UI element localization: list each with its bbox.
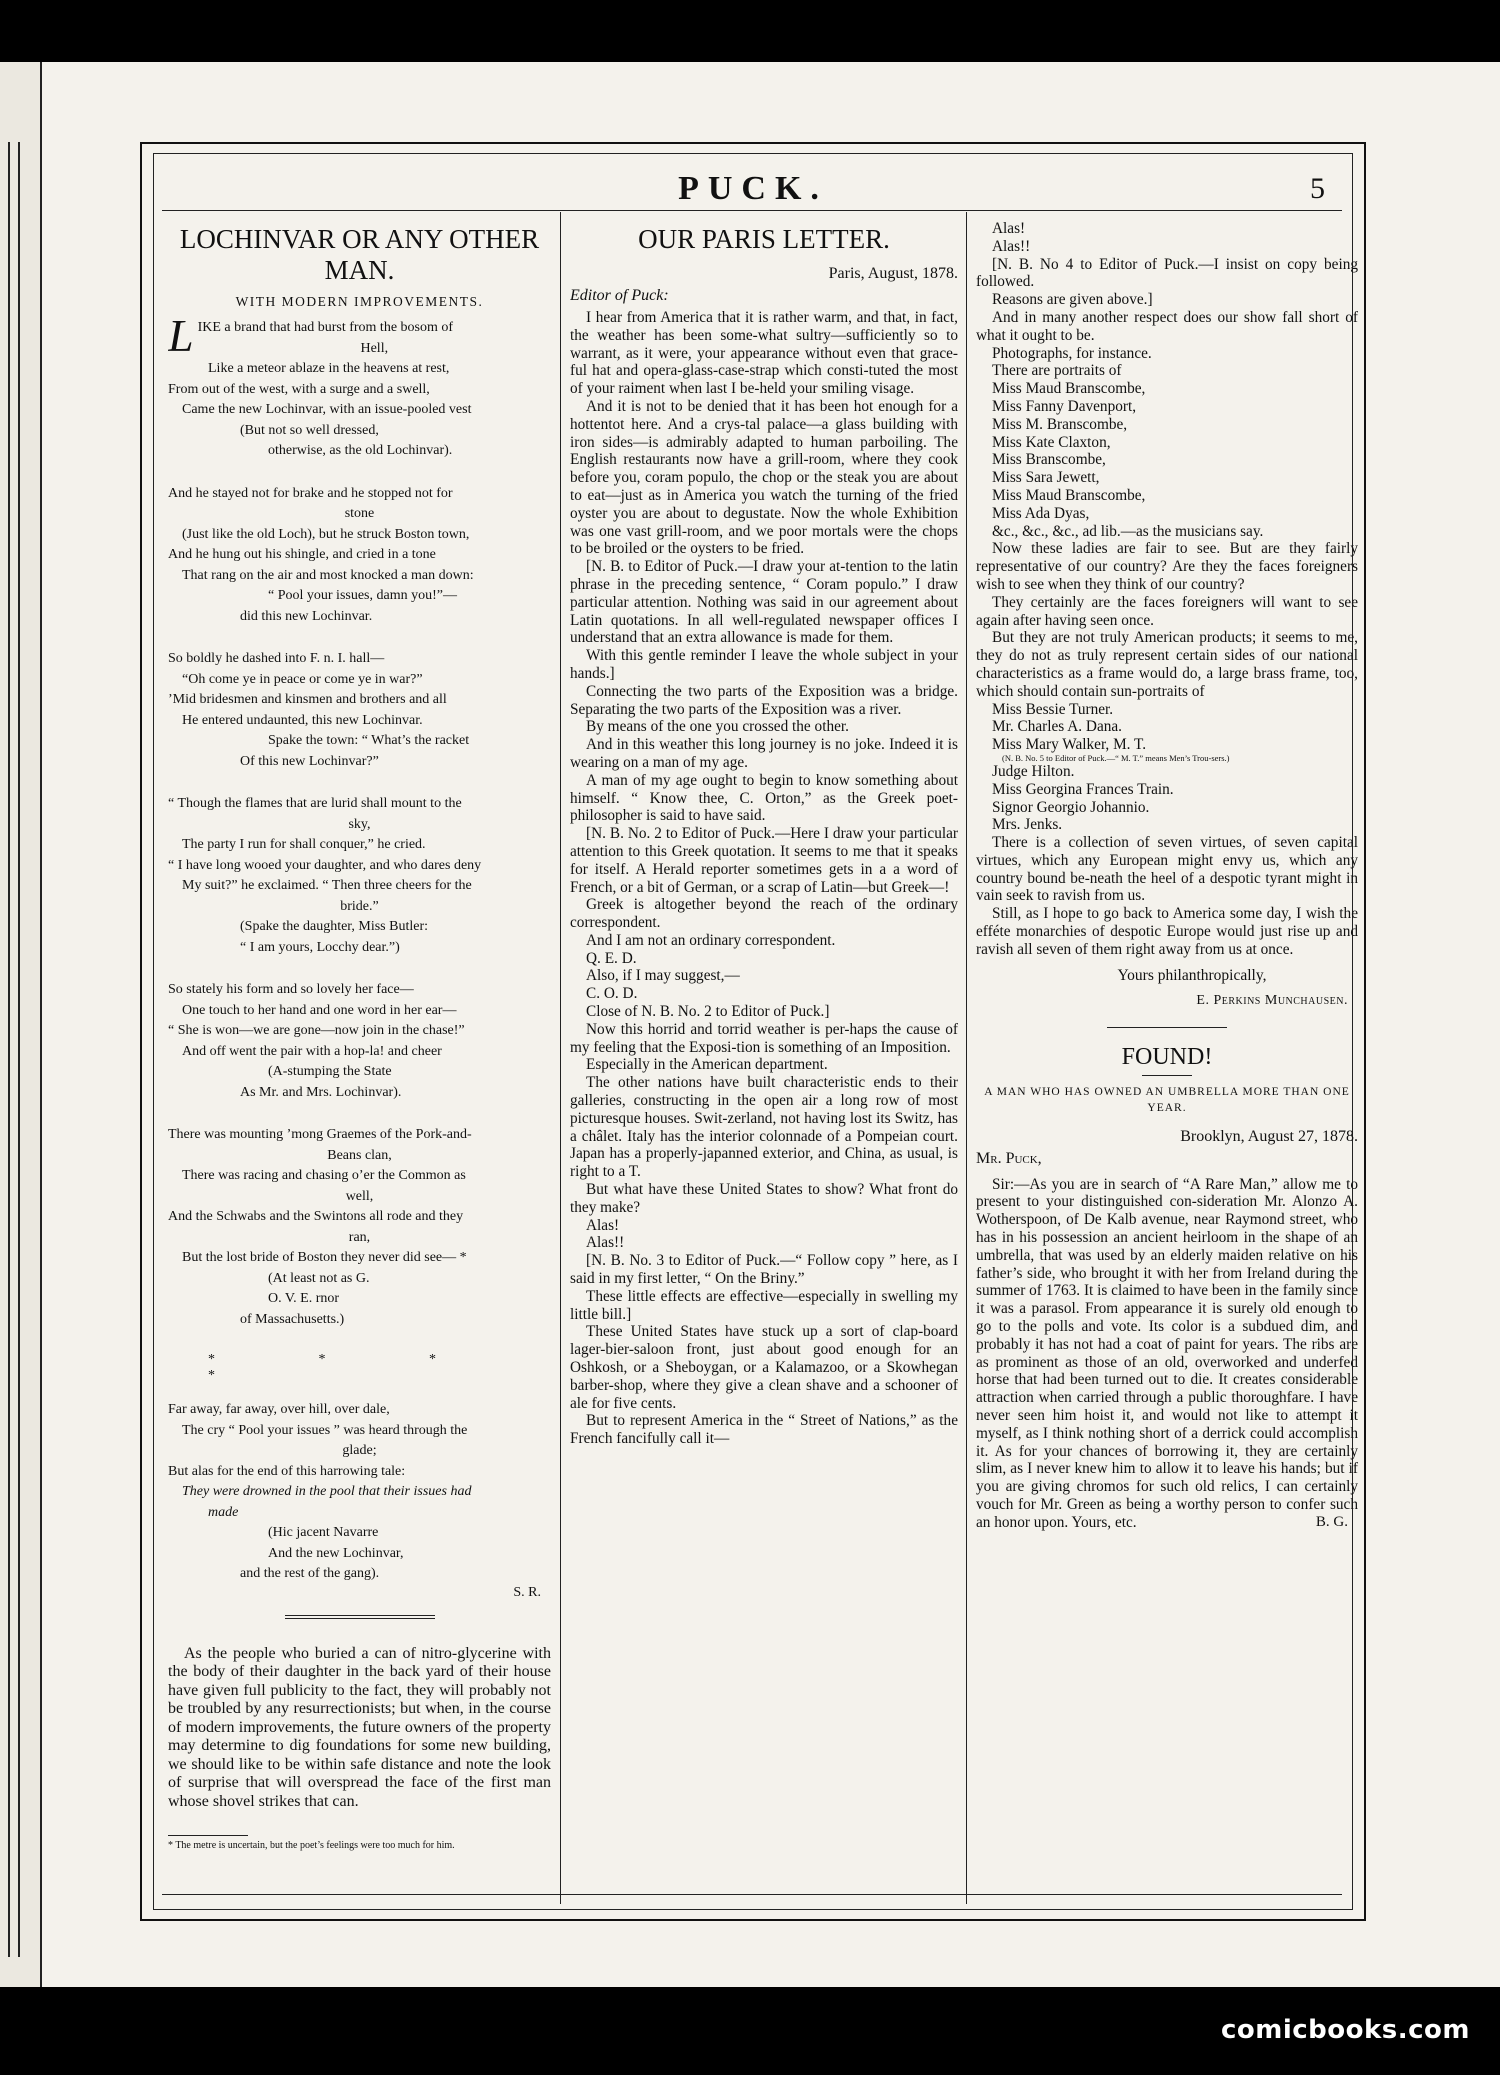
paragraph: Q. E. D. (586, 949, 637, 967)
letter-salutation: Editor of Puck: (570, 287, 669, 304)
verse-line: He entered undaunted, this new Lochinvar. (182, 712, 423, 728)
paragraph: Also, if I may suggest,— (586, 967, 740, 985)
found-subhead: A MAN WHO HAS OWNED AN UMBRELLA MORE THAN ONE YEAR. (984, 1085, 1350, 1114)
paragraph: Close of N. B. No. 2 to Editor of Puck.] (586, 1003, 830, 1021)
paragraph: Miss Kate Claxton, (992, 433, 1111, 451)
found-body-block (976, 1176, 1358, 1532)
verse-line: There was racing and chasing o’er the Common as (182, 1168, 466, 1183)
paragraph: Now these ladies are fair to see. But are they fairly representative of our country? Are they the faces foreigners wish to see when they think of our country? (976, 540, 1358, 593)
masthead-title: PUCK. (678, 170, 828, 207)
verse-line: Spake the town: “ What’s the racket (268, 733, 470, 748)
paragraph: Miss Mary Walker, M. T. (992, 736, 1147, 754)
paragraph: [N. B. No. 3 to Editor of Puck.—“ Follow copy ” here, as I said in my first letter, “ On the Briny.” (570, 1252, 958, 1288)
verse-line: My suit?” he exclaimed. “ Then three cheers for the (182, 878, 472, 893)
paragraph: Connecting the two parts of the Exposition was a bridge. Separating the two parts of the Exposition was a river. (570, 682, 958, 718)
verse-line: Like a meteor ablaze in the heavens at rest, (208, 361, 450, 376)
verse-line: stone (344, 506, 375, 521)
verse-line: “ Pool your issues, damn you!”— (268, 588, 457, 603)
verse-line: And the new Lochinvar, (268, 1545, 404, 1561)
adjacent-page-strip (0, 62, 42, 1987)
paragraph: And in many another respect does our show fall short of what it ought to be. (976, 308, 1358, 344)
paragraph: As the people who buried a can of nitro-glycerine with the body of their daughter in the back yard of their house have given full publicity to the fact, they will probably not be troubled by any resurrectionists; but when, in the course of modern improvements, the future owners of the property may determine to dig foundations for some new building, we should like to be within safe distance and note the look of surprise that will overspread the face of the first man whose shovel strikes that can. (168, 1644, 551, 1810)
verse-line: The cry “ Pool your issues ” was heard through the (182, 1422, 468, 1438)
paragraph: But to represent America in the “ Street of Nations,” as the French fancifully call it— (570, 1412, 958, 1448)
verse-line: well, (345, 1188, 374, 1204)
paragraph: Miss M. Branscombe, (992, 415, 1128, 433)
paragraph: Mr. Charles A. Dana. (992, 718, 1123, 736)
verse-line: So stately his form and so lovely her face— (168, 982, 414, 997)
paragraph: But what have these United States to show? What front do they make? (570, 1181, 958, 1216)
paragraph: Still, as I hope to go back to America some day, I wish the efféte monarchies of despotic Europe would just rise up and ravish all seven of them right away from us at once. (976, 905, 1358, 958)
verse-line: (Spake the daughter, Miss Butler: (240, 919, 429, 934)
nitro-paragraph (168, 1645, 551, 1812)
verse-line: Far away, far away, over hill, over dale, (168, 1402, 390, 1417)
paragraph: Miss Sara Jewett, (992, 469, 1100, 487)
verse-line: bride.” (340, 898, 379, 914)
letter-closing: Yours philanthropically, (1117, 966, 1267, 984)
paragraph: A man of my age ought to begin to know something about himself. “ Know thee, C. Orton,” as the Greek poet-philosopher is said to have said. (570, 771, 958, 825)
stanza (168, 980, 551, 1103)
verse-line: (A-stumping the State (268, 1064, 392, 1079)
paragraph: C. O. D. (586, 985, 638, 1003)
paragraph: Judge Hilton. (992, 762, 1075, 780)
paragraph: Miss Bessie Turner. (992, 700, 1114, 718)
found-body: Sir:—As you are in search of “A Rare Man,” allow me to present to your distinguished con-sideration Mr. Alonzo A. Wotherspoon, of De Kalb avenue, near Raymond street, who has in his possession an ancient heirloom in the shape of an umbrella, that was used by an elderly maiden relative on his father’s side, who brought it with her from Ireland during the summer of 1763. It is claimed to have been in the family since it was a parasol. From appearance it is surely old enough to go to the polls and vote. Its color is a subdued dim, and probably it has not had a coat of paint for years. The ribs are as prominent as those of an old, overworked and underfed horse that had been turned out to die. It creates considerable attraction when carried through a public thoroughfare. I have never seen him hoist it, and would not like to attempt it myself, as I think nothing short of a derrick could accomplish it. As for your chances of borrowing it, they are certainly slim, as I never knew him to allow it to leave his hands; but if you are giving chromos for such old relics, I can certainly vouch for Mr. Green as being a worthy person to confer such an honor upon. Yours, etc. (976, 1175, 1358, 1531)
paragraph: These little effects are effective—especially in swelling my little bill.] (570, 1287, 958, 1323)
tiny-note: (N. B. No. 5 to Editor of Puck.—“ M. T.” means Men’s Trou-sers.) (1002, 752, 1230, 763)
paragraph: Miss Ada Dyas, (992, 504, 1090, 522)
paragraph: [N. B. to Editor of Puck.—I draw your at-tention to the latin phrase in the preceding sentence, “ Coram populo.” I draw particular attention. Nothing was said in our agreement about Latin quotations. In all well-regulated newspaper offices I understand that an extra allowance is made for them. (570, 558, 958, 647)
verse-line: (At least not as G. (268, 1270, 370, 1286)
verse-line: “ I have long wooed your daughter, and who dares deny (168, 857, 482, 873)
paragraph: Signor Georgio Johannio. (992, 798, 1150, 816)
column-paris-letter (570, 220, 958, 1900)
paragraph: Miss Maud Branscombe, (992, 486, 1146, 504)
masthead (153, 170, 1353, 208)
stanza (168, 794, 551, 958)
column-rule (966, 212, 967, 1904)
verse-line: That rang on the air and most knocked a man down: (182, 567, 474, 583)
verse-line: ’Mid bridesmen and kinsmen and brothers and all (168, 692, 447, 707)
footnote-rule (168, 1835, 248, 1836)
paragraph: Mrs. Jenks. (992, 816, 1063, 834)
masthead-rule (162, 210, 1342, 211)
verse-line: sky, (348, 816, 371, 832)
verse-line: did this new Lochinvar. (240, 608, 373, 624)
paragraph: There is a collection of seven virtues, of seven capital virtues, which any European might envy us, which any country bound be-neath the heel of a despotic tyrant might in vain seek to ravish from us. (976, 834, 1358, 905)
paragraph: Especially in the American department. (586, 1056, 828, 1074)
paragraph: Alas! (992, 220, 1026, 237)
verse-line: So boldly he dashed into F. n. I. hall— (168, 651, 385, 666)
stanza (168, 1125, 551, 1330)
paragraph: Miss Maud Branscombe, (992, 380, 1146, 398)
letter-signature: E. Perkins Munchausen. (1196, 992, 1348, 1008)
paragraph: And in this weather this long journey is no joke. Indeed it is wearing on a man of my age. (570, 736, 958, 771)
poem-headline: LOCHINVAR OR ANY OTHER MAN. (179, 224, 540, 285)
verse-line: Of this new Lochinvar?” (240, 753, 379, 769)
verse-line: “ She is won—we are gone—now join in the chase!” (168, 1023, 465, 1038)
sun-portrait-list (976, 701, 1358, 754)
verse-line: made (208, 1504, 239, 1520)
letter-continuation (976, 220, 1358, 959)
verse-line: There was mounting ’mong Graemes of the Pork-and- (168, 1127, 472, 1142)
verse-line: And he stayed not for brake and he stopped not for (168, 485, 453, 501)
section-rule (1107, 1027, 1227, 1028)
paragraph: &c., &c., &c., ad lib.—as the musicians say. (992, 522, 1264, 540)
verse-line: IKE a brand that had burst from the bosom of (197, 320, 454, 335)
verse-line: glade; (342, 1443, 377, 1458)
paragraph: The other nations have built characteristic ends to their galleries, constructing in the open air a long row of most picturesque houses. Swit-zerland, not having lost its Switz, has a châlet. Italy has the interior colonnade of a Pompeian court. Japan has a properly-japanned exterior, and China, as usual, is right to a T. (570, 1074, 958, 1181)
verse-line: But alas for the end of this harrowing tale: (168, 1463, 406, 1479)
paragraph: With this gentle reminder I leave the whole subject in your hands.] (570, 647, 958, 682)
verse-line: of Massachusetts.) (240, 1311, 345, 1327)
paragraph: And I am not an ordinary correspondent. (586, 931, 836, 949)
paragraph: Photographs, for instance. (992, 344, 1152, 362)
page-number: 5 (1310, 172, 1325, 205)
verse-line: From out of the west, with a surge and a swell, (168, 381, 430, 397)
verse-line: (Just like the old Loch), but he struck Boston town, (182, 526, 470, 542)
column-lochinvar (168, 220, 551, 1900)
verse-line: and the rest of the gang). (240, 1566, 380, 1581)
letter-headline: OUR PARIS LETTER. (638, 224, 890, 254)
paragraph: Reasons are given above.] (992, 291, 1153, 309)
poem-verse (168, 310, 551, 1330)
paragraph: But they are not truly American products; it seems to me, they do not as truly represent certain sides of our national characteristics as a frame would do, a large brass frame, too, which should contain sun-portraits of (976, 629, 1358, 700)
paragraph: Miss Georgina Frances Train. (992, 780, 1174, 798)
paragraph: Alas! (586, 1216, 620, 1234)
verse-line: ran, (348, 1229, 371, 1245)
sun-portrait-list-2 (976, 763, 1358, 834)
paragraph: And it is not to be denied that it has been hot enough for a hottentot here. And a crys-tal palace—a glass building with iron sides—is admirably adapted to human parboiling. The English restaurants now have a grill-room, where they cook before you, coram populo, the chop or the steak you are about to eat—just as in America you watch the turning of the fried oyster you are about to degustate. Now the whole Exhibition was one vast grill-room, and we poor mortals were the chops to be broiled or the oysters to be fried. (570, 397, 958, 558)
found-dateline: Brooklyn, August 27, 1878. (1180, 1127, 1358, 1145)
found-salutation: Mr. Puck, (976, 1149, 1042, 1167)
verse-line: “Oh come ye in peace or come ye in war?” (182, 671, 423, 687)
paragraph: By means of the one you crossed the other. (586, 718, 849, 736)
verse-line: As Mr. and Mrs. Lochinvar). (240, 1084, 402, 1100)
paragraph: There are portraits of (992, 362, 1122, 380)
verse-line: Hell, (360, 340, 389, 356)
verse-line: Beans clan, (327, 1147, 392, 1163)
found-rule (1142, 1075, 1192, 1076)
verse-line: O. V. E. rnor (268, 1291, 340, 1306)
site-watermark: comicbooks.com (1220, 2015, 1470, 2045)
poem-signature: S. R. (513, 1584, 541, 1600)
paragraph: [N. B. No. 2 to Editor of Puck.—Here I draw your particular attention to this Greek quotation. It seems to me that it speaks for itself. A Herald reporter sometimes gets in a a word of French, or a bit of German, or a scrap of Latin—but Greek—! (570, 825, 958, 896)
verse-line: And he hung out his shingle, and cried in a tone (168, 547, 436, 562)
section-rule (285, 1615, 435, 1619)
poem-final-stanza (168, 1400, 551, 1585)
stanza (168, 484, 551, 628)
verse-line: One touch to her hand and one word in her ear— (182, 1002, 457, 1018)
verse-line: And the Schwabs and the Swintons all rode and they (168, 1209, 464, 1224)
footnote: * The metre is uncertain, but the poet’s feelings were too much for him. (168, 1840, 455, 1851)
found-headline: FOUND! (1121, 1043, 1213, 1070)
paragraph: Miss Fanny Davenport, (992, 397, 1137, 415)
column-continuation (976, 220, 1358, 1900)
verse-line: “ I am yours, Locchy dear.”) (240, 939, 400, 955)
verse-line: (But not so well dressed, (240, 422, 379, 438)
verse-line: They were drowned in the pool that their issues had (182, 1484, 472, 1499)
letter-body (570, 309, 958, 1448)
found-signature: B. G. (1315, 1513, 1348, 1530)
verse-line: otherwise, as the old Lochinvar). (268, 443, 453, 458)
paragraph: These United States have stuck up a sort of clap-board lager-bier-saloon front, just about good enough for an Oshkosh, or a Sheboygan, or a Kalamazoo, or a Skowhegan barber-shop, where they give a clean shave and a schooner of ale for five cents. (570, 1323, 958, 1412)
poem-subhead: WITH MODERN IMPROVEMENTS. (235, 294, 484, 309)
paragraph: Now this horrid and torrid weather is per-haps the cause of my feeling that the Exposi-tion is something of an Imposition. (570, 1020, 958, 1056)
paragraph: They certainly are the faces foreigners will want to see again after having seen once. (976, 593, 1358, 629)
paragraph: Alas!! (586, 1234, 625, 1252)
drop-cap: L (168, 310, 194, 361)
paragraph: Miss Branscombe, (992, 451, 1106, 469)
paragraph: [N. B. No 4 to Editor of Puck.—I insist on copy being followed. (976, 255, 1358, 291)
paragraph: I hear from America that it is rather warm, and that, in fact, the weather has been some-what sultry—sufficiently so to warrant, as it were, your appearance without even that grace-ful hat and opera-glass-case-strap which consti-tuted the most of your raiment when last I be-held your smiling visage. (570, 309, 958, 398)
stanza-stars: * * * * (208, 1352, 486, 1383)
verse-line: Came the new Lochinvar, with an issue-pooled vest (182, 402, 472, 417)
verse-line: But the lost bride of Boston they never did see— * (182, 1250, 467, 1265)
portrait-list (976, 380, 1358, 540)
verse-line: “ Though the flames that are lurid shall mount to the (168, 796, 462, 811)
letter-dateline: Paris, August, 1878. (828, 265, 958, 282)
stanza (168, 649, 551, 772)
paragraph: Alas!! (992, 237, 1031, 255)
paragraph: Greek is altogether beyond the reach of the ordinary correspondent. (570, 896, 958, 932)
column-rule (560, 212, 561, 1904)
verse-line: The party I run for shall conquer,” he cried. (182, 837, 426, 852)
stanza (168, 310, 551, 462)
verse-line: And off went the pair with a hop-la! and cheer (182, 1043, 442, 1059)
verse-line: (Hic jacent Navarre (268, 1525, 379, 1540)
